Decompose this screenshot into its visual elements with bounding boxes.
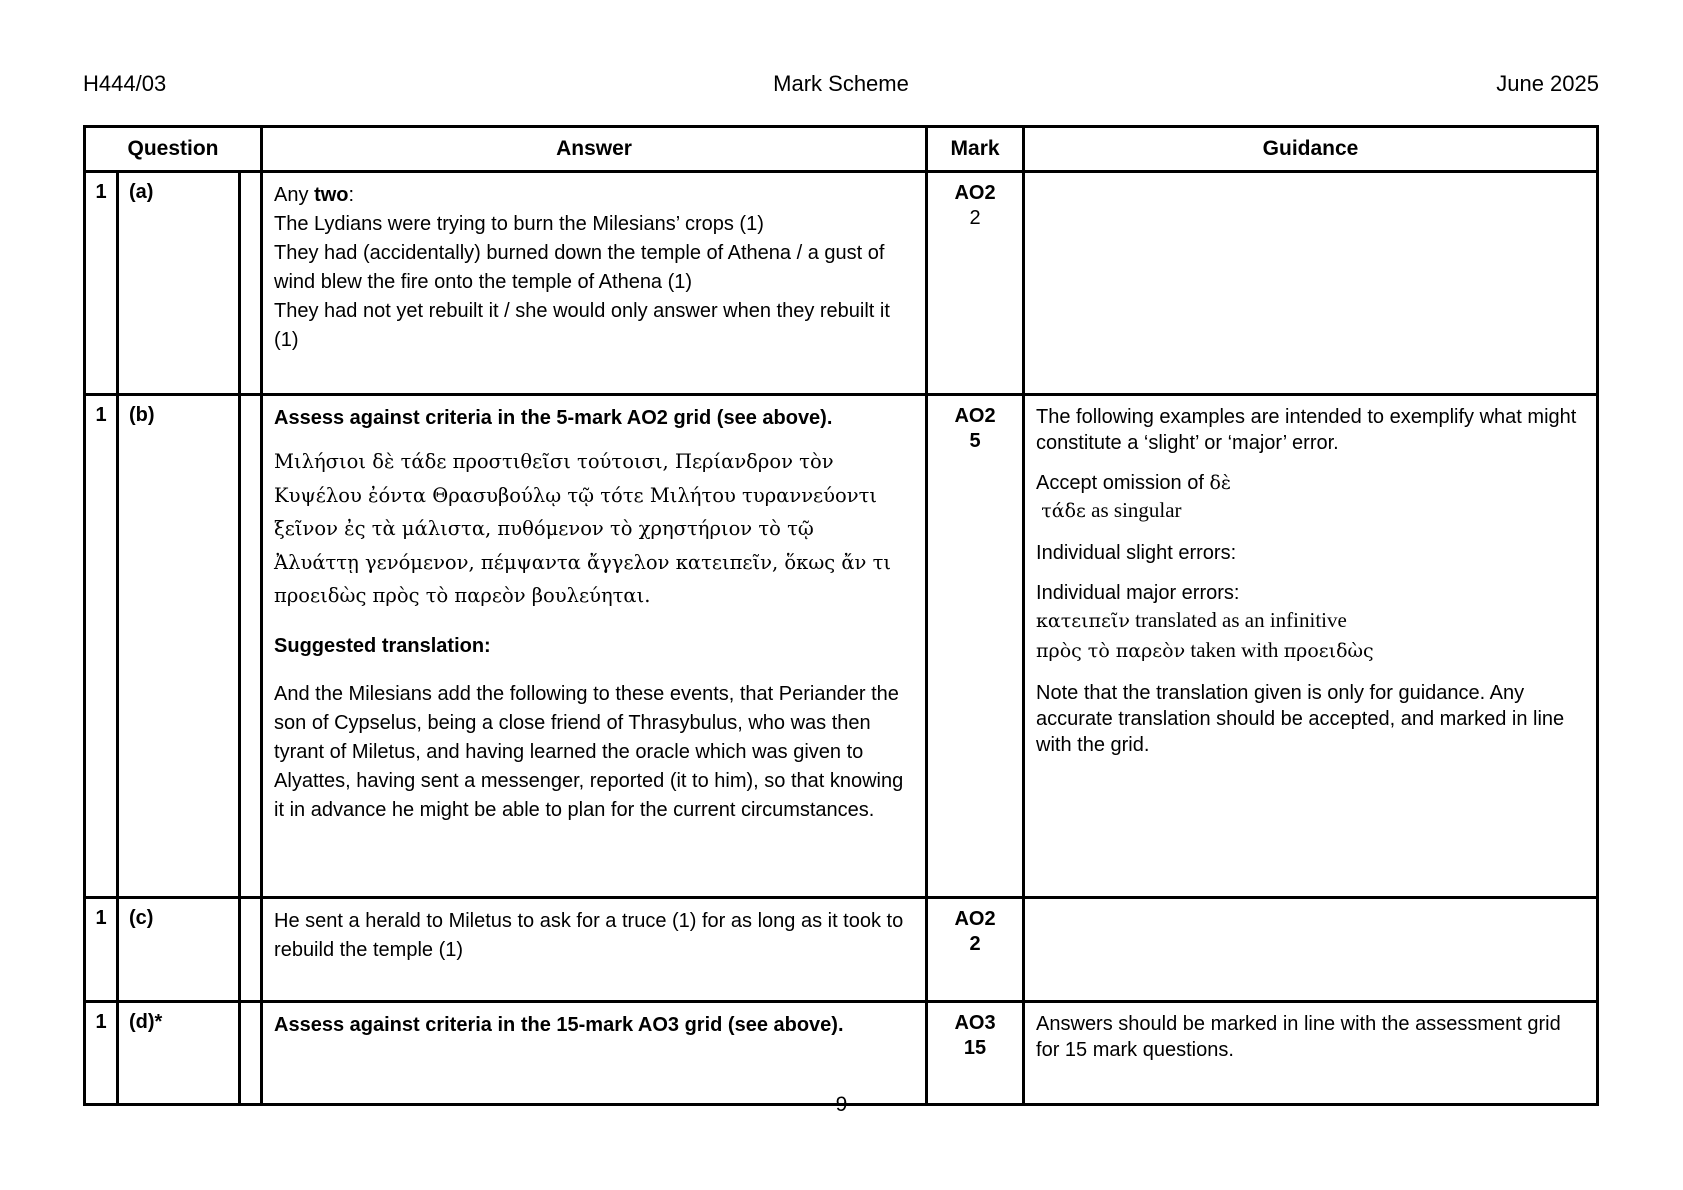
guidance-cell — [1024, 172, 1598, 395]
accept-line2-text: as singular — [1085, 498, 1182, 522]
major-errors-heading: Individual major errors: — [1036, 582, 1240, 604]
question-part: (a) — [118, 172, 240, 395]
column-header-answer: Answer — [262, 127, 927, 172]
column-header-mark: Mark — [927, 127, 1024, 172]
question-part: (b) — [118, 395, 240, 898]
answer-text: He sent a herald to Miletus to ask for a truce (1) for as long as it took to rebuild the temple (1) — [274, 910, 904, 961]
sub-part-cell — [240, 172, 262, 395]
greek-term: δὲ — [1209, 472, 1232, 494]
assessment-objective: AO2 — [954, 182, 996, 204]
question-number: 1 — [85, 395, 118, 898]
assessment-objective: AO2 — [954, 405, 996, 427]
mark-cell — [927, 395, 1024, 898]
greek-line: Ἀλυάττῃ γενόμενον, πέμψαντα ἄγγελον κατειπεῖν, ὅκως ἄν τι — [274, 550, 892, 574]
table-row-1d — [85, 1002, 1598, 1105]
table-header-row — [85, 127, 1598, 172]
assessment-instruction: Assess against criteria in the 15-mark AO3 grid (see above). — [274, 1014, 844, 1036]
suggested-translation: And the Milesians add the following to these events, that Periander the son of Cypselus, being a close friend of Thrasybulus, who was then tyrant of Miletus, and having learned the oracle which was given to Alyattes, having sent a messenger, reported (it to him), so that knowing it in advance he might be able to plan for the current circumstances. — [274, 682, 904, 821]
greek-line: προειδὼς πρὸς τὸ παρεὸν βουλεύηται. — [274, 584, 651, 607]
table-row-1a — [85, 172, 1598, 395]
greek-line: Μιλήσιοι δὲ τάδε προστιθεῖσι τούτοισι, Περίανδρον τὸν — [274, 450, 834, 473]
translation-heading: Suggested translation: — [274, 634, 491, 657]
mark-value: 15 — [963, 1037, 987, 1059]
greek-line: Κυψέλου ἐόντα Θρασυβούλῳ τῷ τότε Μιλήτου τυραννεύοντι — [274, 483, 878, 507]
table-row-1b — [85, 395, 1598, 898]
question-number: 1 — [85, 898, 118, 1002]
answer-intro — [274, 181, 915, 210]
mark-cell — [927, 172, 1024, 395]
answer-point: They had (accidentally) burned down the temple of Athena / a gust of wind blew the fire onto the temple of Athena (1) — [274, 242, 885, 293]
greek-line: ξεῖνον ἐς τὰ μάλιστα, πυθόμενον τὸ χρηστήριον τὸ τῷ — [274, 517, 814, 540]
mark-cell — [927, 1002, 1024, 1105]
greek-term: πρὸς τὸ παρεὸν — [1036, 640, 1186, 662]
intro-prefix: Any — [274, 184, 315, 206]
document-title: Mark Scheme — [773, 71, 909, 96]
page-number: 9 — [835, 1093, 848, 1116]
column-header-guidance: Guidance — [1024, 127, 1598, 172]
exam-date: June 2025 — [1496, 71, 1599, 96]
guidance-accept-line2 — [1036, 496, 1588, 526]
answer-cell — [262, 172, 927, 395]
table-row-1c — [85, 898, 1598, 1002]
greek-passage — [274, 445, 915, 613]
intro-suffix: : — [348, 184, 355, 206]
guidance-cell — [1024, 1002, 1598, 1105]
assessment-objective: AO3 — [954, 1012, 996, 1034]
page-header — [83, 71, 1599, 99]
paper-code: H444/03 — [83, 71, 167, 96]
answer-cell — [262, 1002, 927, 1105]
answer-cell — [262, 395, 927, 898]
major-error-text: taken with — [1185, 638, 1284, 662]
question-part: (c) — [118, 898, 240, 1002]
answer-cell — [262, 898, 927, 1002]
assessment-instruction: Assess against criteria in the 5-mark AO2 grid (see above). — [274, 407, 833, 429]
major-error-item — [1036, 636, 1588, 666]
sub-part-cell — [240, 898, 262, 1002]
greek-term: τάδε — [1041, 500, 1086, 522]
mark-value: 2 — [969, 207, 981, 229]
major-error-item — [1036, 606, 1588, 636]
accept-label: Accept omission of — [1036, 472, 1210, 494]
column-header-question: Question — [85, 127, 262, 172]
answer-point: The Lydians were trying to burn the Milesians’ crops (1) — [274, 213, 764, 235]
mark-value: 5 — [969, 430, 981, 452]
sub-part-cell — [240, 1002, 262, 1105]
guidance-note: Note that the translation given is only for guidance. Any accurate translation should be accepted, and marked in line with the grid. — [1036, 682, 1565, 756]
guidance-intro: The following examples are intended to exemplify what might constitute a ‘slight’ or ‘major’ error. — [1036, 406, 1577, 454]
slight-errors-heading: Individual slight errors: — [1036, 542, 1237, 564]
major-error-text: translated as an infinitive — [1129, 608, 1347, 632]
assessment-objective: AO2 — [954, 908, 996, 930]
mark-scheme-table — [83, 125, 1599, 1106]
answer-point: They had not yet rebuilt it / she would only answer when they rebuilt it (1) — [274, 300, 890, 351]
intro-emphasis: two — [314, 184, 349, 206]
greek-term: προειδὼς — [1283, 640, 1374, 662]
guidance-accept — [1036, 470, 1588, 496]
guidance-cell — [1024, 898, 1598, 1002]
question-number: 1 — [85, 1002, 118, 1105]
question-part: (d)* — [118, 1002, 240, 1105]
guidance-text: Answers should be marked in line with the assessment grid for 15 mark questions. — [1036, 1013, 1561, 1061]
mark-cell — [927, 898, 1024, 1002]
question-number: 1 — [85, 172, 118, 395]
greek-term: κατειπεῖν — [1036, 610, 1130, 632]
sub-part-cell — [240, 395, 262, 898]
guidance-cell — [1024, 395, 1598, 898]
mark-value: 2 — [969, 933, 981, 955]
